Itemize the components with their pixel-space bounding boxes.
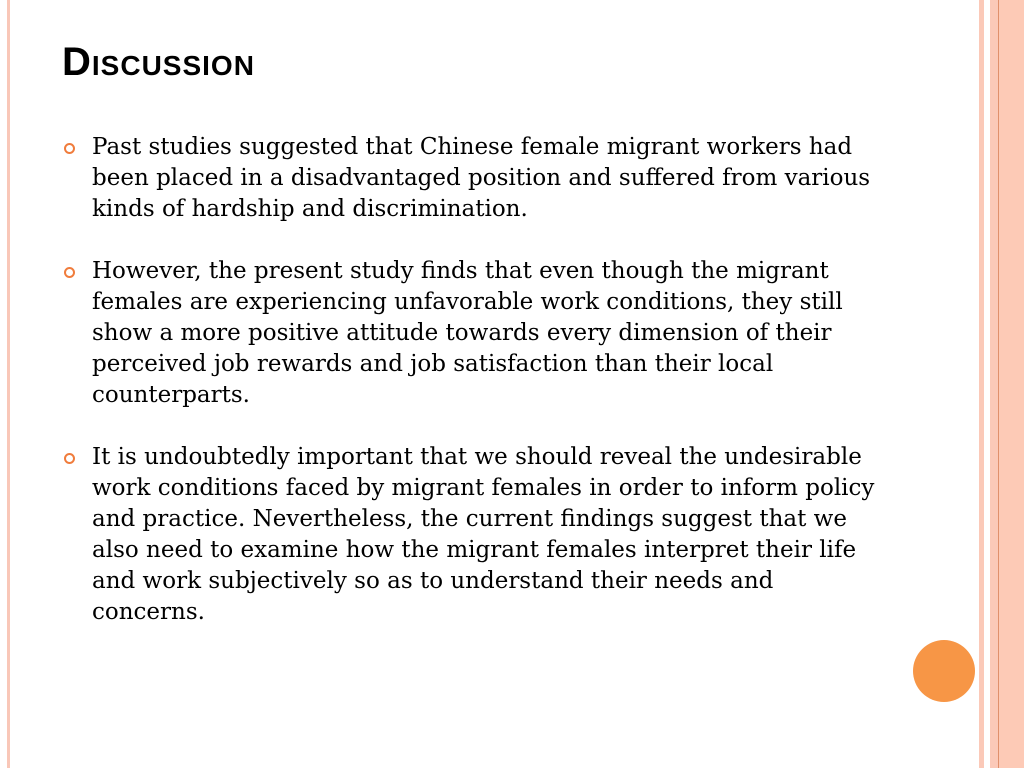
bullet-item	[62, 256, 892, 411]
slide-title: Discussion	[62, 40, 255, 84]
right-stripe	[999, 0, 1024, 768]
bullet-item	[62, 132, 892, 225]
left-border-line	[7, 0, 10, 768]
decorative-orange-circle	[913, 640, 975, 702]
bullet-circle-icon	[64, 143, 75, 154]
right-stripe	[990, 0, 998, 768]
right-stripe	[979, 0, 984, 768]
bullet-text: However, the present study finds that even though the migrant females are experiencing unfavorable work conditions, they still show a more positive attitude towards every dimension of their perceived job rewards and job satisfaction than their local counterparts.	[92, 258, 843, 408]
bullet-item	[62, 442, 892, 628]
bullet-circle-icon	[64, 267, 75, 278]
bullet-text: Past studies suggested that Chinese female migrant workers had been placed in a disadvantaged position and suffered from various kinds of hardship and discrimination.	[92, 134, 871, 222]
bullet-circle-icon	[64, 453, 75, 464]
bullet-list	[62, 132, 892, 659]
bullet-text: It is undoubtedly important that we should reveal the undesirable work conditions faced by migrant females in order to inform policy and practice. Nevertheless, the current findings suggest that we also need to examine how the migrant females interpret their life and work subjectively so as to understand their needs and concerns.	[92, 444, 875, 625]
